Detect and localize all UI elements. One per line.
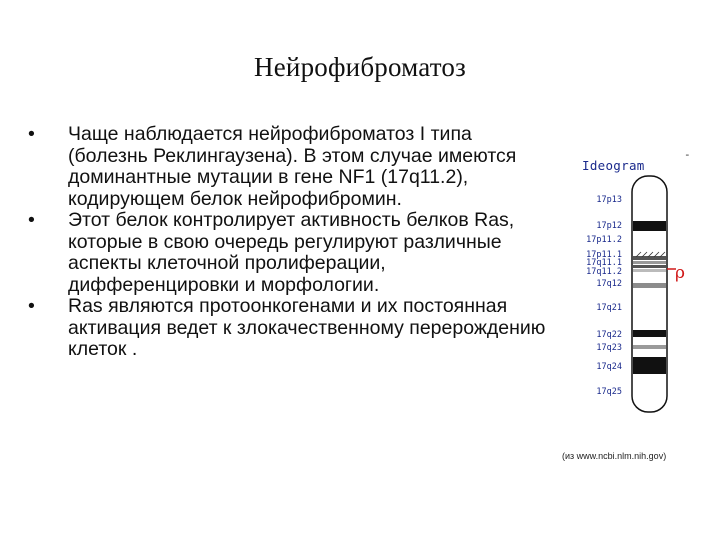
bullet-text: Чаще наблюдается нейрофиброматоз I типа (болезнь Реклингаузена). В этом случае имеются доминантные мутации в гене NF1 (17q11.2), кодирующем белок нейрофибромин. (68, 123, 517, 210)
band-label: 17q12 (596, 279, 622, 289)
band-label: 17p12 (596, 221, 622, 231)
slide-title: Нейрофиброматоз (254, 52, 466, 82)
band-dark (633, 330, 666, 337)
band-label: 17p11.2 (586, 235, 622, 245)
bullet-dot: • (28, 295, 35, 317)
image-credit: (из www.ncbi.nlm.nih.gov) (562, 451, 667, 461)
band-dark (633, 357, 666, 374)
band-label: 17q22 (596, 330, 622, 340)
bullet-text: Ras являются протоонкогенами и их постоянная активация ведет к злокачественному перерождению клеток . (68, 295, 546, 360)
band-label: 17q24 (596, 362, 622, 372)
corner-mark: - (684, 148, 691, 161)
band-hatched (633, 265, 666, 268)
locus-marker-icon: ρ (675, 263, 685, 283)
band-gray (633, 345, 666, 349)
chromosome-body (632, 176, 667, 412)
band-gray (633, 283, 666, 288)
band-label: 17p11.1 (586, 250, 622, 260)
band-label: 17q23 (596, 343, 622, 353)
band-hatched (633, 261, 666, 264)
band-label: 17q21 (596, 303, 622, 313)
bullet-text: Этот белок контролирует активность белков Ras, которые в свою очередь регулируют различные аспекты клеточной пролиферации, дифференцировки и морфологии. (68, 209, 515, 296)
bullet-dot: • (28, 123, 35, 145)
band-label: 17q11.1 (586, 258, 622, 268)
band-gray (633, 269, 666, 272)
band-label: 17q11.2 (586, 267, 622, 277)
band-hatched (633, 256, 666, 260)
band-label: 17p13 (596, 195, 622, 205)
ideogram-title: Ideogram (582, 158, 645, 173)
bullet-dot: • (28, 209, 35, 231)
band-label: 17q25 (596, 387, 622, 397)
band-dark (633, 221, 666, 231)
